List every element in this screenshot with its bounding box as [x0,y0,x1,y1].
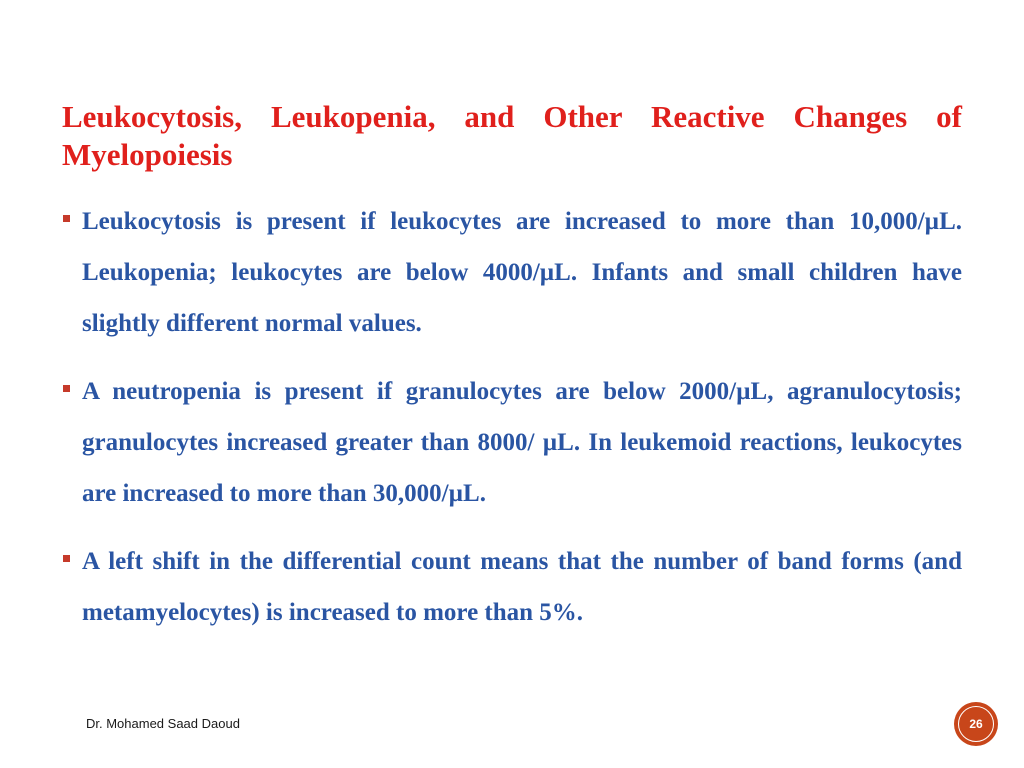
list-item [62,196,962,349]
slide-title: Leukocytosis, Leukopenia, and Other Reactive Changes of Myelopoiesis [62,99,962,172]
list-item [62,536,962,638]
bullet-text: A left shift in the differential count means that the number of band forms (and metamyelocytes) is increased to more than 5%. [82,548,962,626]
page-number-badge [954,702,998,746]
square-bullet-icon [63,385,70,392]
bullet-list [62,196,962,655]
bullet-text: Leukocytosis is present if leukocytes are increased to more than 10,000/µL. Leukopenia; leukocytes are below 4000/µL. Infants and small children have slightly different normal values. [82,208,962,337]
page-number: 26 [969,717,983,731]
square-bullet-icon [63,555,70,562]
square-bullet-icon [63,215,70,222]
list-item [62,366,962,519]
bullet-text: A neutropenia is present if granulocytes are below 2000/µL, agranulocytosis; granulocytes increased greater than 8000/ µL. In leukemoid reactions, leukocytes are increased to more than 30,000/µL. [82,378,962,507]
footer-author: Dr. Mohamed Saad Daoud [86,716,240,731]
